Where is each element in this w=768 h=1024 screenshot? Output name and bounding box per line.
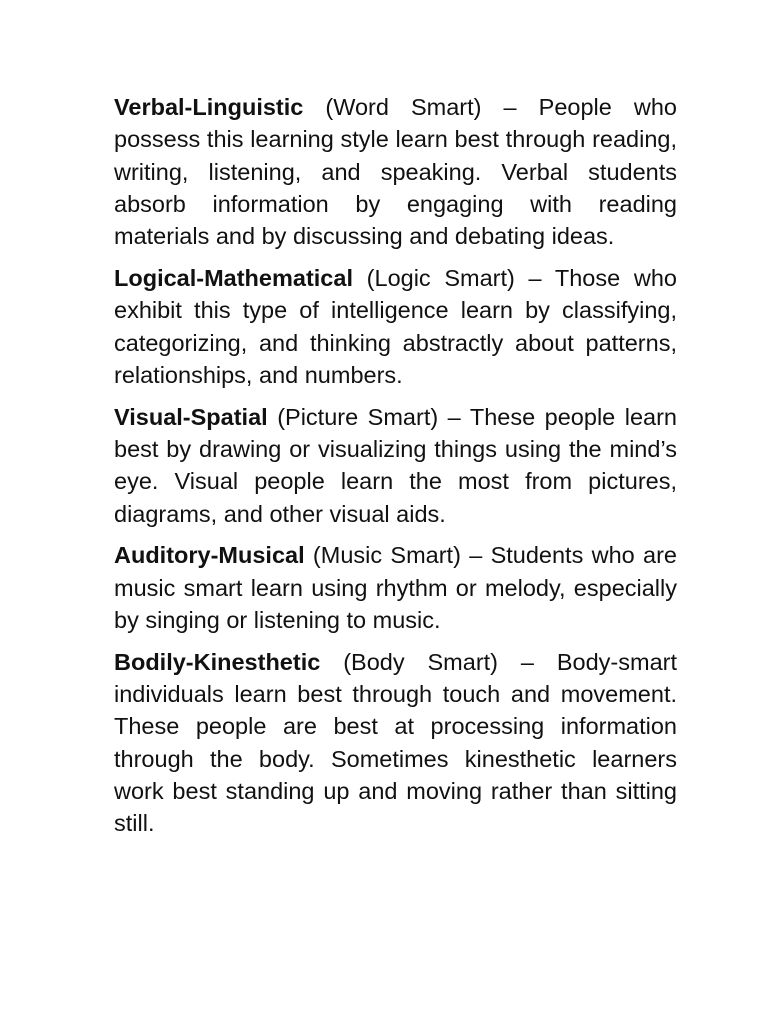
description-auditory-musical: (Music Smart) – Students who are music smart learn using rhythm or melody, especially by singing or listening to music. bbox=[114, 542, 677, 633]
term-logical-mathematical: Logical-Mathematical bbox=[114, 264, 353, 291]
description-verbal-linguistic: (Word Smart) – People who possess this learning style learn best through reading, writing, listening, and speaking. Verbal students absorb information by engaging with reading materials and by discussing and debating ideas. bbox=[114, 94, 677, 250]
paragraph-bodily-kinesthetic bbox=[114, 646, 677, 840]
document-page bbox=[114, 91, 677, 849]
description-logical-mathematical: (Logic Smart) – Those who exhibit this type of intelligence learn by classifying, categorizing, and thinking abstractly about patterns, relationships, and numbers. bbox=[114, 264, 677, 388]
paragraph-auditory-musical bbox=[114, 539, 677, 636]
paragraph-visual-spatial bbox=[114, 401, 677, 530]
description-visual-spatial: (Picture Smart) – These people learn best by drawing or visualizing things using the mind’s eye. Visual people learn the most from pictures, diagrams, and other visual aids. bbox=[114, 403, 677, 527]
term-bodily-kinesthetic: Bodily-Kinesthetic bbox=[114, 648, 321, 675]
description-bodily-kinesthetic: (Body Smart) – Body-smart individuals learn best through touch and movement. These people are best at processing information through the body. Sometimes kinesthetic learners work best standing up and moving rather than sitting still. bbox=[114, 648, 677, 837]
paragraph-verbal-linguistic bbox=[114, 91, 677, 252]
term-verbal-linguistic: Verbal-Linguistic bbox=[114, 94, 304, 120]
paragraph-logical-mathematical bbox=[114, 262, 677, 391]
term-visual-spatial: Visual-Spatial bbox=[114, 403, 268, 430]
term-auditory-musical: Auditory-Musical bbox=[114, 542, 305, 569]
